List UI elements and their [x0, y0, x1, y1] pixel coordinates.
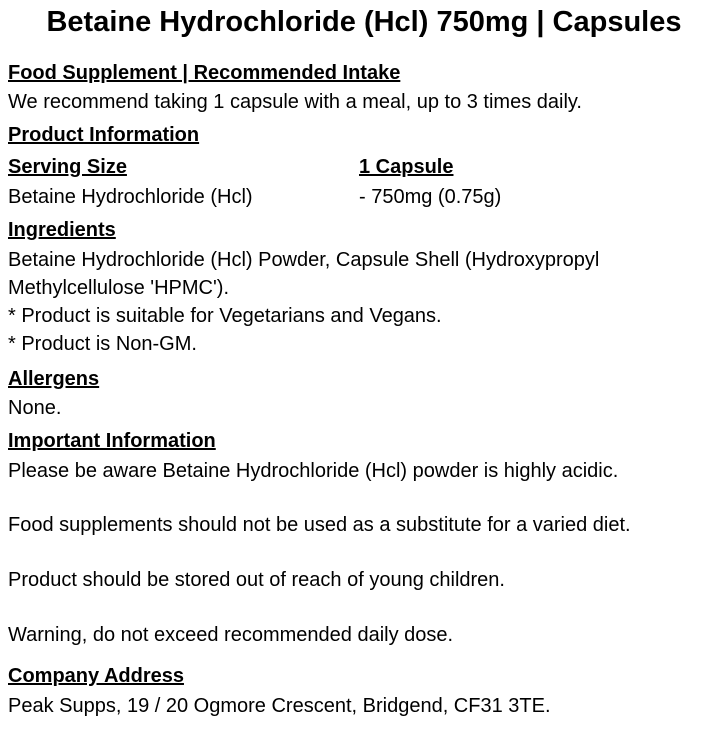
- important-line: Warning, do not exceed recommended daily dose.: [8, 624, 454, 646]
- serving-size-label: Serving Size: [8, 156, 127, 178]
- intake-text: We recommend taking 1 capsule with a meal, up to 3 times daily.: [8, 91, 582, 113]
- ingredients-line: Methylcellulose 'HPMC').: [8, 277, 230, 299]
- ingredients-line: Betaine Hydrochloride (Hcl) Powder, Capsule Shell (Hydroxypropyl: [8, 249, 600, 271]
- page-title: Betaine Hydrochloride (Hcl) 750mg | Capsules: [46, 6, 682, 38]
- product-heading: Product Information: [8, 124, 200, 146]
- ingredients-line: * Product is Non-GM.: [8, 333, 197, 355]
- important-heading: Important Information: [8, 430, 216, 452]
- allergens-heading: Allergens: [8, 368, 100, 390]
- allergens-text: None.: [8, 397, 62, 419]
- important-line: Product should be stored out of reach of young children.: [8, 569, 505, 591]
- important-line: Please be aware Betaine Hydrochloride (Hcl) powder is highly acidic.: [8, 460, 619, 482]
- intake-heading: Food Supplement | Recommended Intake: [8, 62, 401, 84]
- ingredient-name: Betaine Hydrochloride (Hcl): [8, 186, 253, 208]
- ingredients-line: * Product is suitable for Vegetarians and Vegans.: [8, 305, 442, 327]
- serving-size-value: 1 Capsule: [359, 156, 454, 178]
- ingredient-amount: - 750mg (0.75g): [359, 186, 502, 208]
- ingredients-heading: Ingredients: [8, 219, 116, 241]
- address-heading: Company Address: [8, 665, 184, 687]
- address-text: Peak Supps, 19 / 20 Ogmore Crescent, Bridgend, CF31 3TE.: [8, 695, 551, 717]
- important-line: Food supplements should not be used as a substitute for a varied diet.: [8, 514, 631, 536]
